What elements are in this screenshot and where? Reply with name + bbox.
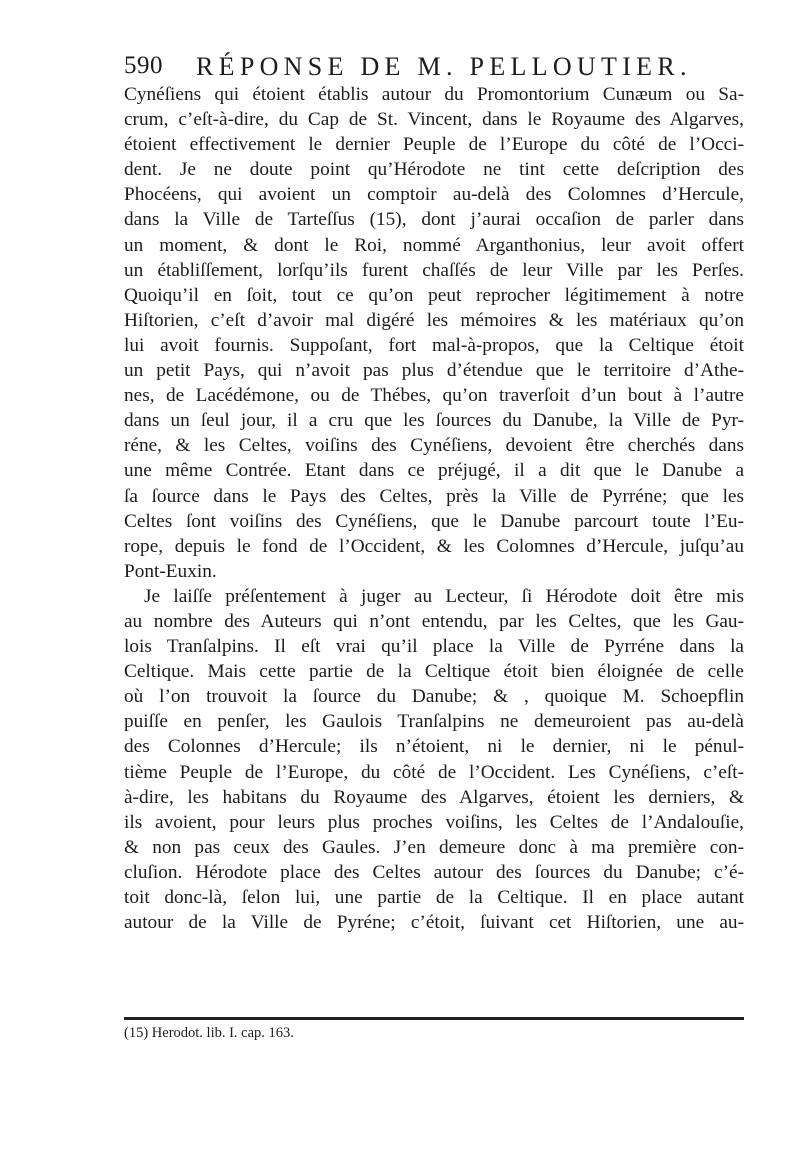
text-line: une même Contrée. Etant dans ce préjugé, il a dit que le Danube a bbox=[124, 460, 744, 482]
text-line: Quoiqu’il en ſoit, tout ce qu’on peut reprocher légitimement à notre bbox=[124, 284, 744, 306]
text-line: Phocéens, qui avoient un comptoir au-delà des Colomnes d’Hercule, bbox=[124, 184, 744, 206]
text-line: où l’on trouvoit la ſource du Danube; & , quoique M. Schoepflin bbox=[124, 686, 744, 708]
text-line: autour de la Ville de Pyréne; c’étoit, ſuivant cet Hiſtorien, une au- bbox=[124, 912, 744, 934]
text-line: à-dire, les habitans du Royaume des Algarves, étoient les derniers, & bbox=[124, 786, 744, 808]
text-line: & non pas ceux des Gaules. J’en demeure donc à ma première con- bbox=[124, 836, 744, 858]
text-line: rope, depuis le fond de l’Occident, & les Colomnes d’Hercule, juſqu’au bbox=[124, 535, 744, 557]
text-line: dent. Je ne doute point qu’Hérodote ne tint cette deſcription des bbox=[124, 159, 744, 181]
text-line: un établiſſement, lorſqu’ils furent chaſſés de leur Ville par les Perſes. bbox=[124, 259, 744, 281]
body-text bbox=[124, 82, 744, 935]
footnote-divider bbox=[124, 1017, 744, 1020]
text-line: un petit Pays, qui n’avoit pas plus d’étendue que le territoire d’Athe- bbox=[124, 360, 744, 382]
text-line: nes, de Lacédémone, ou de Thébes, qu’on traverſoit d’un bout à l’autre bbox=[124, 385, 744, 407]
text-line: Cynéſiens qui étoient établis autour du Promontorium Cunæum ou Sa- bbox=[124, 84, 744, 105]
text-line: puiſſe en penſer, les Gaulois Tranſalpins ne demeuroient pas au-delà bbox=[124, 711, 744, 733]
running-title: RÉPONSE DE M. PELLOUTIER. bbox=[196, 52, 692, 81]
text-line: un moment, & dont le Roi, nommé Arganthonius, leur avoit offert bbox=[124, 234, 744, 256]
text-line: cluſion. Hérodote place des Celtes autour des ſources du Danube; c’é- bbox=[124, 861, 744, 883]
text-line: lui avoit fournis. Suppoſant, fort mal-à-propos, que la Celtique étoit bbox=[124, 334, 744, 356]
text-line: ils avoient, pour leurs plus proches voiſins, les Celtes de l’Andalouſie, bbox=[124, 811, 744, 833]
text-line: dans un ſeul jour, il a cru que les ſources du Danube, la Ville de Pyr- bbox=[124, 410, 744, 432]
text-line: crum, c’eſt-à-dire, du Cap de St. Vincent, dans le Royaume des Algarves, bbox=[124, 109, 744, 131]
page-number: 590 bbox=[124, 52, 163, 79]
text-line: dans la Ville de Tarteſſus (15), dont j’aurai occaſion de parler dans bbox=[124, 209, 744, 231]
text-line: Hiſtorien, c’eſt d’avoir mal digéré les mémoires & les matériaux qu’on bbox=[124, 309, 744, 331]
text-line: Pont-Euxin. bbox=[124, 560, 217, 582]
text-line: des Colonnes d’Hercule; ils n’étoient, ni le dernier, ni le pénul- bbox=[124, 736, 744, 758]
text-line: au nombre des Auteurs qui n’ont entendu, par les Celtes, que les Gau- bbox=[124, 610, 744, 632]
footnote: (15) Herodot. lib. I. cap. 163. bbox=[124, 1025, 294, 1041]
text-line: Celtes ſont voiſins des Cynéſiens, que le Danube parcourt toute l’Eu- bbox=[124, 510, 744, 532]
text-line: réne, & les Celtes, voiſins des Cynéſiens, devoient être cherchés dans bbox=[124, 435, 744, 457]
text-line: lois Tranſalpins. Il eſt vrai qu’il place la Ville de Pyrréne dans la bbox=[124, 636, 744, 658]
text-line: étoient effectivement le dernier Peuple de l’Europe du côté de l’Occi- bbox=[124, 134, 744, 156]
text-line: ſa ſource dans le Pays des Celtes, près la Ville de Pyrréne; que les bbox=[124, 485, 744, 507]
text-line: Je laiſſe préſentement à juger au Lecteur, ſi Hérodote doit être mis bbox=[144, 585, 744, 607]
text-line: tième Peuple de l’Europe, du côté de l’Occident. Les Cynéſiens, c’eſt- bbox=[124, 761, 744, 783]
text-line: Celtique. Mais cette partie de la Celtique étoit bien éloignée de celle bbox=[124, 661, 744, 683]
text-line: toit donc-là, ſelon lui, une partie de la Celtique. Il en place autant bbox=[124, 887, 744, 908]
